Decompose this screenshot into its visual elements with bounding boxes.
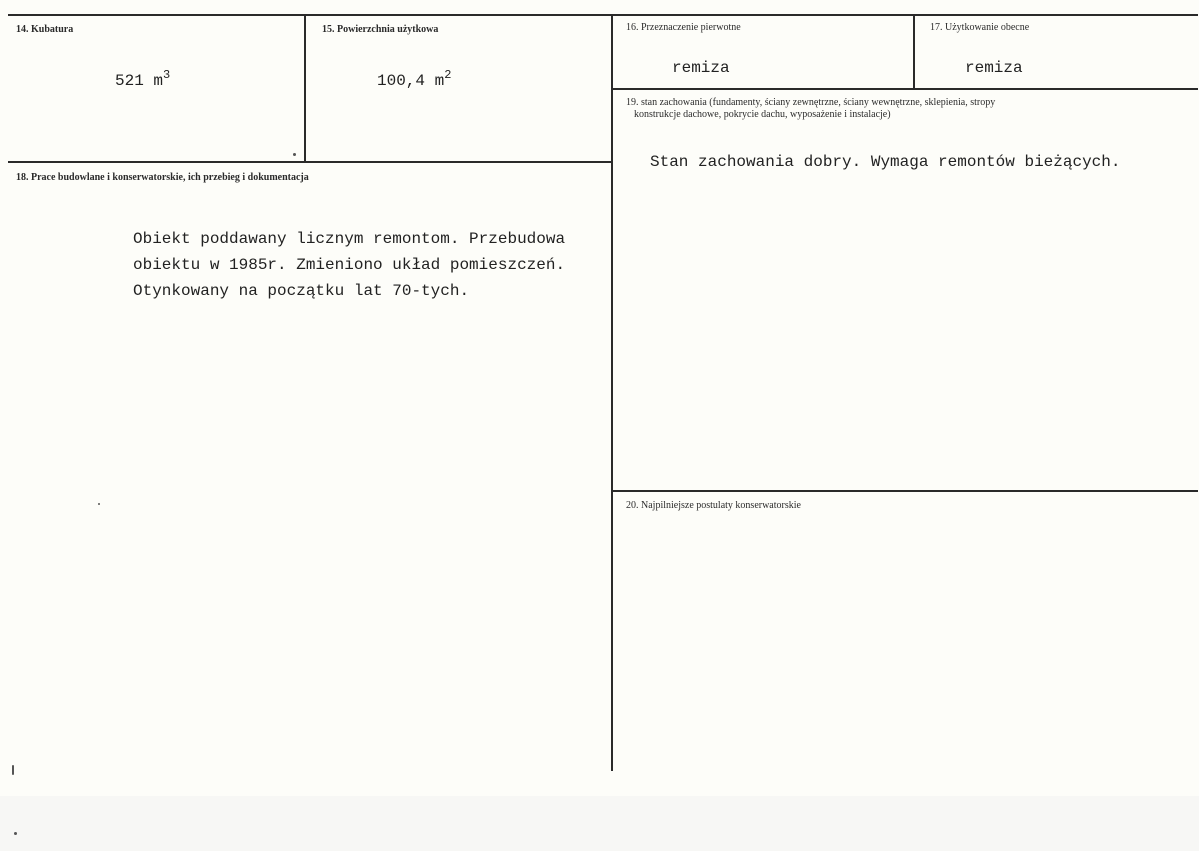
field-15-label: 15. Powierzchnia użytkowa xyxy=(322,24,439,35)
field-14-label: 14. Kubatura xyxy=(16,24,74,35)
ink-speck xyxy=(12,765,14,775)
field-15-number: 100,4 m xyxy=(377,72,445,90)
field-14-exponent: 3 xyxy=(163,68,171,82)
field-19-label-line1: 19. stan zachowania (fundamenty, ściany zewnętrzne, ściany wewnętrzne, sklepienia, stropy xyxy=(626,97,996,108)
divider-row1 xyxy=(8,161,611,163)
top-border xyxy=(8,14,1198,16)
field-17-value: remiza xyxy=(965,59,1023,77)
field-18-line: Obiekt poddawany licznym remontom. Przebudowa xyxy=(133,230,566,248)
ink-speck xyxy=(14,832,17,835)
field-14-value xyxy=(115,68,170,90)
field-18-line: obiektu w 1985r. Zmieniono układ pomieszczeń. xyxy=(133,256,566,274)
divider-center xyxy=(611,14,613,771)
field-16-label: 16. Przeznaczenie pierwotne xyxy=(626,22,741,33)
field-19-value: Stan zachowania dobry. Wymaga remontów bieżących. xyxy=(650,153,1121,171)
field-15-exponent: 2 xyxy=(444,68,452,82)
field-20-label: 20. Najpilniejsze postulaty konserwatorskie xyxy=(626,500,801,511)
ink-speck xyxy=(98,503,100,505)
ink-speck xyxy=(293,153,296,156)
field-15-value xyxy=(377,68,451,90)
divider-f14-f15 xyxy=(304,14,306,162)
field-17-label: 17. Użytkowanie obecne xyxy=(930,22,1030,33)
scan-background xyxy=(0,796,1199,851)
divider-f16-f17 xyxy=(913,14,915,89)
field-16-value: remiza xyxy=(672,59,730,77)
field-14-number: 521 m xyxy=(115,72,164,90)
field-19-label-line2: konstrukcje dachowe, pokrycie dachu, wyposażenie i instalacje) xyxy=(634,109,891,120)
field-18-text xyxy=(133,226,565,304)
divider-f16-f19 xyxy=(613,88,1198,90)
divider-f19-f20 xyxy=(613,490,1198,492)
field-18-label: 18. Prace budowlane i konserwatorskie, ich przebieg i dokumentacja xyxy=(16,172,309,183)
field-18-line: Otynkowany na początku lat 70-tych. xyxy=(133,282,470,300)
